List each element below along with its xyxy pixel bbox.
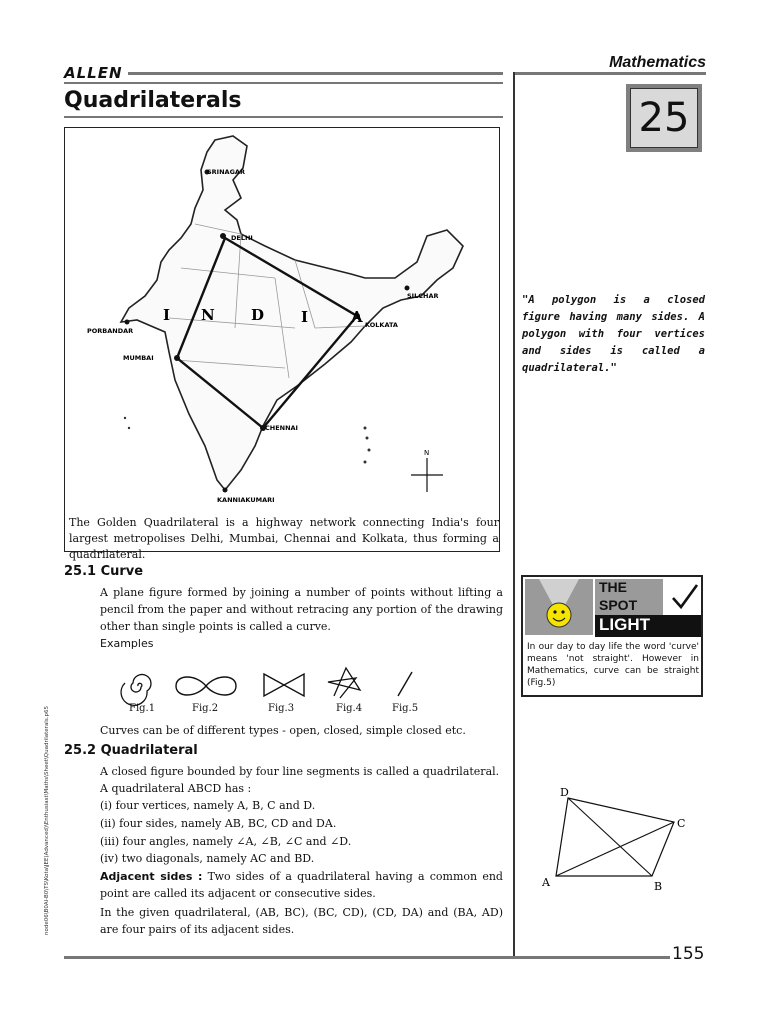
quadrilateral-abcd-figure <box>534 786 704 896</box>
spotlight-title-spot: SPOT <box>599 597 638 613</box>
label-kolkata: KOLKATA <box>365 321 398 329</box>
spotlight-icon-panel <box>525 579 593 635</box>
india-letter-5: A <box>351 308 363 326</box>
vertex-d: D <box>560 786 569 799</box>
smiley-icon <box>525 579 593 635</box>
label-kanniakumari: KANNIAKUMARI <box>217 496 275 504</box>
spotlight-title-the: THE <box>599 579 627 595</box>
straight-curve <box>398 672 412 696</box>
fig-label-4: Fig.4 <box>336 703 363 714</box>
spiral-curve <box>121 675 151 706</box>
title-rule <box>64 116 503 118</box>
chapter-title: Quadrilaterals <box>64 88 242 113</box>
india-letter-3: D <box>251 306 265 324</box>
svg-text:N: N <box>424 449 430 457</box>
label-silchar: SILCHAR <box>407 292 439 300</box>
examples-label: Examples <box>100 637 154 650</box>
fig-label-2: Fig.2 <box>192 703 219 714</box>
polygon-quote: "A polygon is a closed figure having many sides. A polygon with four vertices and sides is called a quadrilateral." <box>522 294 705 374</box>
fig-label-5: Fig.5 <box>392 703 419 714</box>
adjacent-sides-label: Adjacent sides : <box>100 870 203 883</box>
section-quadrilateral-heading: 25.2 Quadrilateral <box>64 743 198 758</box>
label-delhi: DELHI <box>231 234 253 242</box>
quad-intro: A quadrilateral ABCD has : <box>100 782 252 795</box>
label-srinagar: SRINAGAR <box>207 168 245 176</box>
checkmark-icon <box>667 581 701 613</box>
chapter-number-box <box>626 84 702 152</box>
curve-examples-figures <box>116 664 436 708</box>
fig-label-1: Fig.1 <box>129 703 156 714</box>
vertex-a: A <box>542 876 550 889</box>
adjacent-pairs: In the given quadrilateral, (AB, BC), (BC, CD), (CD, DA) and (BA, AD) are four pairs of its adjacent sides. <box>100 906 503 936</box>
quadrilateral-sides <box>556 798 674 876</box>
label-porbandar: PORBANDAR <box>87 327 134 335</box>
india-map-figure <box>64 127 500 552</box>
section-curve-heading: 25.1 Curve <box>64 564 144 579</box>
india-outline <box>121 136 463 490</box>
adjacent-sides-paragraph <box>100 868 503 902</box>
india-letter-2: N <box>201 306 215 324</box>
label-mumbai: MUMBAI <box>123 354 154 362</box>
chapter-number: 25 <box>630 88 698 148</box>
quad-item-4: (iv) two diagonals, namely AC and BD. <box>100 852 315 865</box>
footer-rule <box>64 956 670 959</box>
quad-definition: A closed figure bounded by four line segments is called a quadrilateral. <box>100 765 500 778</box>
fig-label-3: Fig.3 <box>268 703 295 714</box>
india-letter-1: I <box>163 306 171 324</box>
subject-title: Mathematics <box>609 54 706 71</box>
label-chennai: CHENNAI <box>265 424 298 432</box>
india-letter-4: I <box>301 308 309 326</box>
map-caption: The Golden Quadrilateral is a highway network connecting India's four largest metropolises Delhi, Mumbai, Chennai and Kolkata, thus forming a quadrilateral. <box>69 516 499 561</box>
curve-types: Curves can be of different types - open, closed, simple closed etc. <box>100 724 466 737</box>
diagonal-ac <box>556 822 674 876</box>
curve-definition: A plane figure formed by joining a number of points without lifting a pencil from the paper and without retracing any portion of the drawing other than single points is called a curve. <box>100 586 503 633</box>
file-path-vertical: node06\B0AI-B0\TS\Kota\JEE(Advanced)\Enthusiast\Maths\Sheet\Quadrilaterals.p65 <box>44 706 50 935</box>
infinity-curve <box>176 677 236 695</box>
header-rule-right <box>514 72 706 75</box>
column-divider <box>513 72 515 957</box>
brand-logo: ALLEN <box>64 64 123 82</box>
spotlight-text: In our day to day life the word 'curve' means 'not straight'. However in Mathematics, curve can be straight (Fig.5) <box>527 642 699 688</box>
header-rule-under-brand <box>64 82 503 84</box>
spotlight-box <box>521 575 703 697</box>
spotlight-title-light: LIGHT <box>599 615 650 634</box>
adjacent-sides-text: Two sides of a quadrilateral having a common end point are called its adjacent or consecutive sides. <box>100 870 503 900</box>
vertex-b: B <box>654 880 663 893</box>
self-crossing-curve <box>328 668 360 698</box>
header-rule-left <box>128 72 503 75</box>
quad-item-3: (iii) four angles, namely ∠A, ∠B, ∠C and ∠D. <box>100 835 352 848</box>
quad-item-2: (ii) four sides, namely AB, BC, CD and DA. <box>100 817 337 830</box>
india-map-illustration <box>65 128 499 513</box>
compass-icon <box>411 449 443 492</box>
bowtie-curve <box>264 674 304 696</box>
quad-item-1: (i) four vertices, namely A, B, C and D. <box>100 799 316 812</box>
page-number: 155 <box>672 944 705 964</box>
vertex-c: C <box>677 817 686 830</box>
